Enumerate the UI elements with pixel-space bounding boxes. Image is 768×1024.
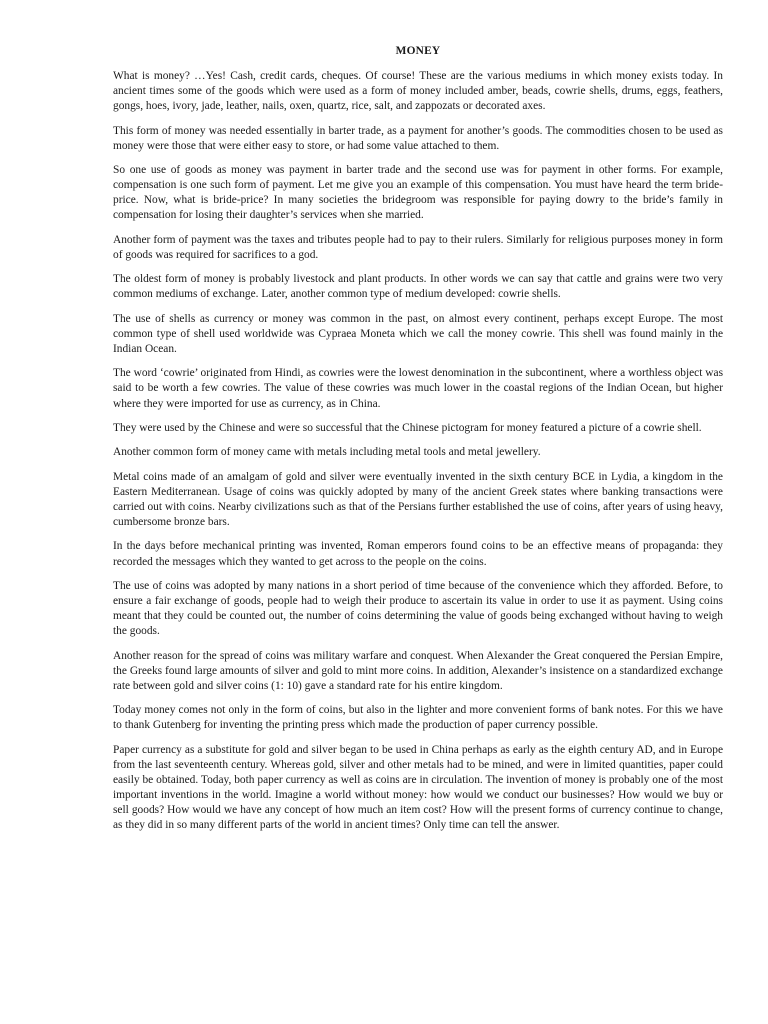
- paragraph-bank-notes: Today money comes not only in the form of coins, but also in the lighter and more convenient forms of bank notes. For this we have to thank Gutenberg for inventing the printing press which made the production of paper currency possible.: [113, 704, 723, 732]
- paragraph-chinese-pictogram: They were used by the Chinese and were so successful that the Chinese pictogram for money featured a picture of a cowrie shell.: [113, 421, 702, 434]
- paragraph-cowrie-word: The word ‘cowrie’ originated from Hindi, as cowries were the lowest denomination in the subcontinent, where a worthless object was said to be worth a few cowries. The value of these cowries was much lower in the coastal regions of the Indian Ocean, but higher where they were imported for use as currency, as in China.: [113, 367, 723, 410]
- paragraph-coin-convenience: The use of coins was adopted by many nations in a short period of time because of the convenience which they afforded. Before, to ensure a fair exchange of goods, people had to weigh their produce to ascertain its value in order to use it as payment. Using coins meant that they could be counted out, the number of coins determining the value of goods being exchanged without having to weigh the goods.: [113, 579, 723, 638]
- paragraph-shells: The use of shells as currency or money was common in the past, on almost every continent, perhaps except Europe. The most common type of shell used worldwide was Cypraea Moneta which we call the money cowrie. This shell was found mainly in the Indian Ocean.: [113, 312, 723, 355]
- document-title: MONEY: [395, 45, 441, 57]
- document-page: [113, 44, 723, 842]
- paragraph-paper-currency: Paper currency as a substitute for gold and silver began to be used in China perhaps as early as the eighth century AD, and in Europe from the last seventeenth century. Whereas gold, silver and other metals had to be mined, and were in limited quantities, paper could easily be obtained. Today, both paper currency as well as coins are in circulation. The invention of money is probably one of the most important inventions in the world. Imagine a world without money: how would we conduct our businesses? How would we buy or sell goods? How would we have any concept of how much an item cost? How will the present forms of currency continue to change, as they did in so many different parts of the world in ancient times? Only time can tell the answer.: [113, 743, 723, 832]
- paragraph-taxes-tributes: Another form of payment was the taxes and tributes people had to pay to their rulers. Similarly for religious purposes money in form of goods was required for sacrifices to a god.: [113, 233, 723, 261]
- paragraph-what-is-money: What is money? …Yes! Cash, credit cards, cheques. Of course! These are the various mediums in which money exists today. In ancient times some of the goods which were used as a form of money included amber, beads, cowrie shells, drums, eggs, feathers, gongs, hoes, ivory, jade, leather, nails, oxen, quartz, rice, salt, and zappozats or decorated axes.: [113, 70, 723, 113]
- paragraph-livestock: The oldest form of money is probably livestock and plant products. In other words we can say that cattle and grains were two very common mediums of exchange. Later, another common type of medium developed: cowrie shells.: [113, 273, 723, 301]
- paragraph-bride-price: So one use of goods as money was payment in barter trade and the second use was for payment in other forms. For example, compensation is one such form of payment. Let me give you an example of this compensation. You must have heard the term bride-price. Now, what is bride-price? In many societies the bridegroom was responsible for paying dowry to the bride’s family in compensation for losing their daughter’s services when she married.: [113, 164, 723, 222]
- paragraph-roman-propaganda: In the days before mechanical printing was invented, Roman emperors found coins to be an effective means of propaganda: they recorded the messages which they wanted to get across to the people on the coins.: [113, 540, 723, 568]
- paragraph-military-conquest: Another reason for the spread of coins was military warfare and conquest. When Alexander the Great conquered the Persian Empire, the Greeks found large amounts of silver and gold to mint more coins. In addition, Alexander’s insistence on a standardized exchange rate between gold and silver coins (1: 10) gave a standard rate for his entire kingdom.: [113, 649, 723, 692]
- paragraph-barter-trade: This form of money was needed essentially in barter trade, as a payment for another’s goods. The commodities chosen to be used as money were those that were either easy to store, or had some value attached to them.: [113, 124, 723, 152]
- paragraph-metal-coins: Metal coins made of an amalgam of gold and silver were eventually invented in the sixth century BCE in Lydia, a kingdom in the Eastern Mediterranean. Usage of coins was quickly adopted by many of the ancient Greek states where banking transactions were carried out with coins. Nearby civilizations such as that of the Persians further established the use of coins, after years of using heavy, cumbersome bronze bars.: [113, 470, 723, 529]
- paragraph-metals: Another common form of money came with metals including metal tools and metal jewellery.: [113, 446, 541, 459]
